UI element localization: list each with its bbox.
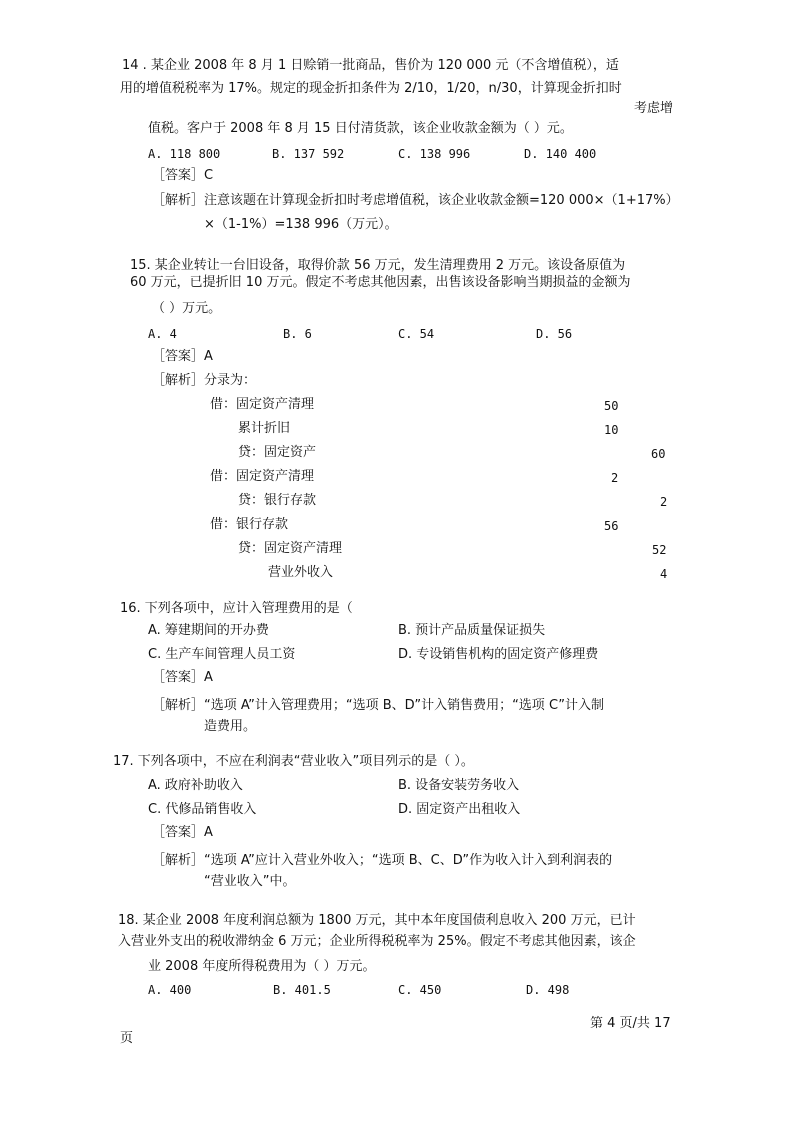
q15-answer: ［答案］A — [152, 349, 213, 364]
q15-option-a: A. 4 — [148, 327, 177, 341]
q18-line-2: 入营业外支出的税收滞纳金 6 万元；企业所得税税率为 25%。假定不考虑其他因素，该企 — [118, 934, 636, 949]
page-number-suffix: 页 — [120, 1031, 134, 1046]
q16-answer: ［答案］A — [152, 670, 213, 685]
q16-option-c: C. 生产车间管理人员工资 — [148, 647, 296, 662]
q16-line-1: 16. 下列各项中，应计入管理费用的是（ — [120, 601, 353, 616]
entry-5-label: 贷：银行存款 — [238, 493, 317, 508]
entry-1-label: 借：固定资产清理 — [210, 397, 315, 412]
q17-line-1: 17. 下列各项中，不应在利润表“营业收入”项目列示的是（ ）。 — [113, 754, 474, 769]
q16-analysis-1: ［解析］“选项 A”计入管理费用；“选项 B、D”计入销售费用；“选项 C”计入制 — [152, 698, 604, 713]
q18-option-b: B. 401.5 — [273, 983, 331, 997]
entry-8-amount: 4 — [660, 567, 668, 581]
q17-analysis-1: ［解析］“选项 A”应计入营业外收入；“选项 B、C、D”作为收入计入到利润表的 — [152, 853, 613, 868]
q15-option-d: D. 56 — [536, 327, 573, 341]
q17-answer: ［答案］A — [152, 825, 213, 840]
q14-option-b: B. 137 592 — [272, 147, 345, 161]
entry-6-amount: 56 — [604, 519, 619, 533]
entry-7-label: 贷：固定资产清理 — [238, 541, 343, 556]
q15-option-b: B. 6 — [283, 327, 312, 341]
entry-7-amount: 52 — [652, 543, 667, 557]
entry-6-label: 借：银行存款 — [210, 517, 289, 532]
q16-option-a: A. 筹建期间的开办费 — [148, 623, 269, 638]
q16-option-b: B. 预计产品质量保证损失 — [398, 623, 546, 638]
q14-answer: ［答案］C — [152, 168, 214, 183]
q14-line-4: 值税。客户于 2008 年 8 月 15 日付清货款，该企业收款金额为（ ）元。 — [148, 121, 573, 136]
q14-line-1: 14 . 某企业 2008 年 8 月 1 日赊销一批商品，售价为 120 000 元（不含增值税），适 — [122, 58, 619, 73]
q17-option-b: B. 设备安装劳务收入 — [398, 778, 520, 793]
entry-5-amount: 2 — [660, 495, 668, 509]
q18-option-c: C. 450 — [398, 983, 442, 997]
entry-3-label: 贷：固定资产 — [238, 445, 317, 460]
q14-option-a: A. 118 800 — [148, 147, 221, 161]
q16-analysis-2: 造费用。 — [204, 719, 257, 734]
q17-option-c: C. 代修品销售收入 — [148, 802, 257, 817]
q14-option-d: D. 140 400 — [524, 147, 597, 161]
entry-2-amount: 10 — [604, 423, 619, 437]
q15-line-1: 15. 某企业转让一台旧设备，取得价款 56 万元，发生清理费用 2 万元。该设备原值为 — [130, 258, 626, 273]
q15-line-2: 60 万元，已提折旧 10 万元。假定不考虑其他因素，出售该设备影响当期损益的金额为 — [130, 275, 631, 290]
q18-line-3: 业 2008 年度所得税费用为（ ）万元。 — [148, 959, 376, 974]
q17-option-d: D. 固定资产出租收入 — [398, 802, 521, 817]
q14-line-3: 考虑增 — [634, 101, 674, 116]
q14-line-2: 用的增值税税率为 17%。规定的现金折扣条件为 2/10，1/20，n/30，计算现金折扣时 — [120, 81, 622, 96]
q17-option-a: A. 政府补助收入 — [148, 778, 243, 793]
q16-option-d: D. 专设销售机构的固定资产修理费 — [398, 647, 599, 662]
entry-4-label: 借：固定资产清理 — [210, 469, 315, 484]
entry-2-label: 累计折旧 — [238, 421, 291, 436]
q14-analysis-1: ［解析］注意该题在计算现金折扣时考虑增值税，该企业收款金额=120 000×（1+17%） — [152, 193, 679, 208]
q14-analysis-2: ×（1-1%）=138 996（万元）。 — [204, 217, 398, 232]
entry-1-amount: 50 — [604, 399, 619, 413]
q14-option-c: C. 138 996 — [398, 147, 471, 161]
q18-option-d: D. 498 — [526, 983, 570, 997]
q15-analysis: ［解析］分录为： — [152, 373, 257, 388]
entry-3-amount: 60 — [651, 447, 666, 461]
q15-line-3: （ ）万元。 — [152, 301, 222, 316]
q18-line-1: 18. 某企业 2008 年度利润总额为 1800 万元，其中本年度国债利息收入 200 万元，已计 — [118, 913, 636, 928]
entry-8-label: 营业外收入 — [268, 565, 334, 580]
entry-4-amount: 2 — [611, 471, 619, 485]
q18-option-a: A. 400 — [148, 983, 192, 997]
q17-analysis-2: “营业收入”中。 — [204, 874, 296, 889]
q15-option-c: C. 54 — [398, 327, 435, 341]
page-number: 第 4 页/共 17 — [590, 1016, 671, 1031]
